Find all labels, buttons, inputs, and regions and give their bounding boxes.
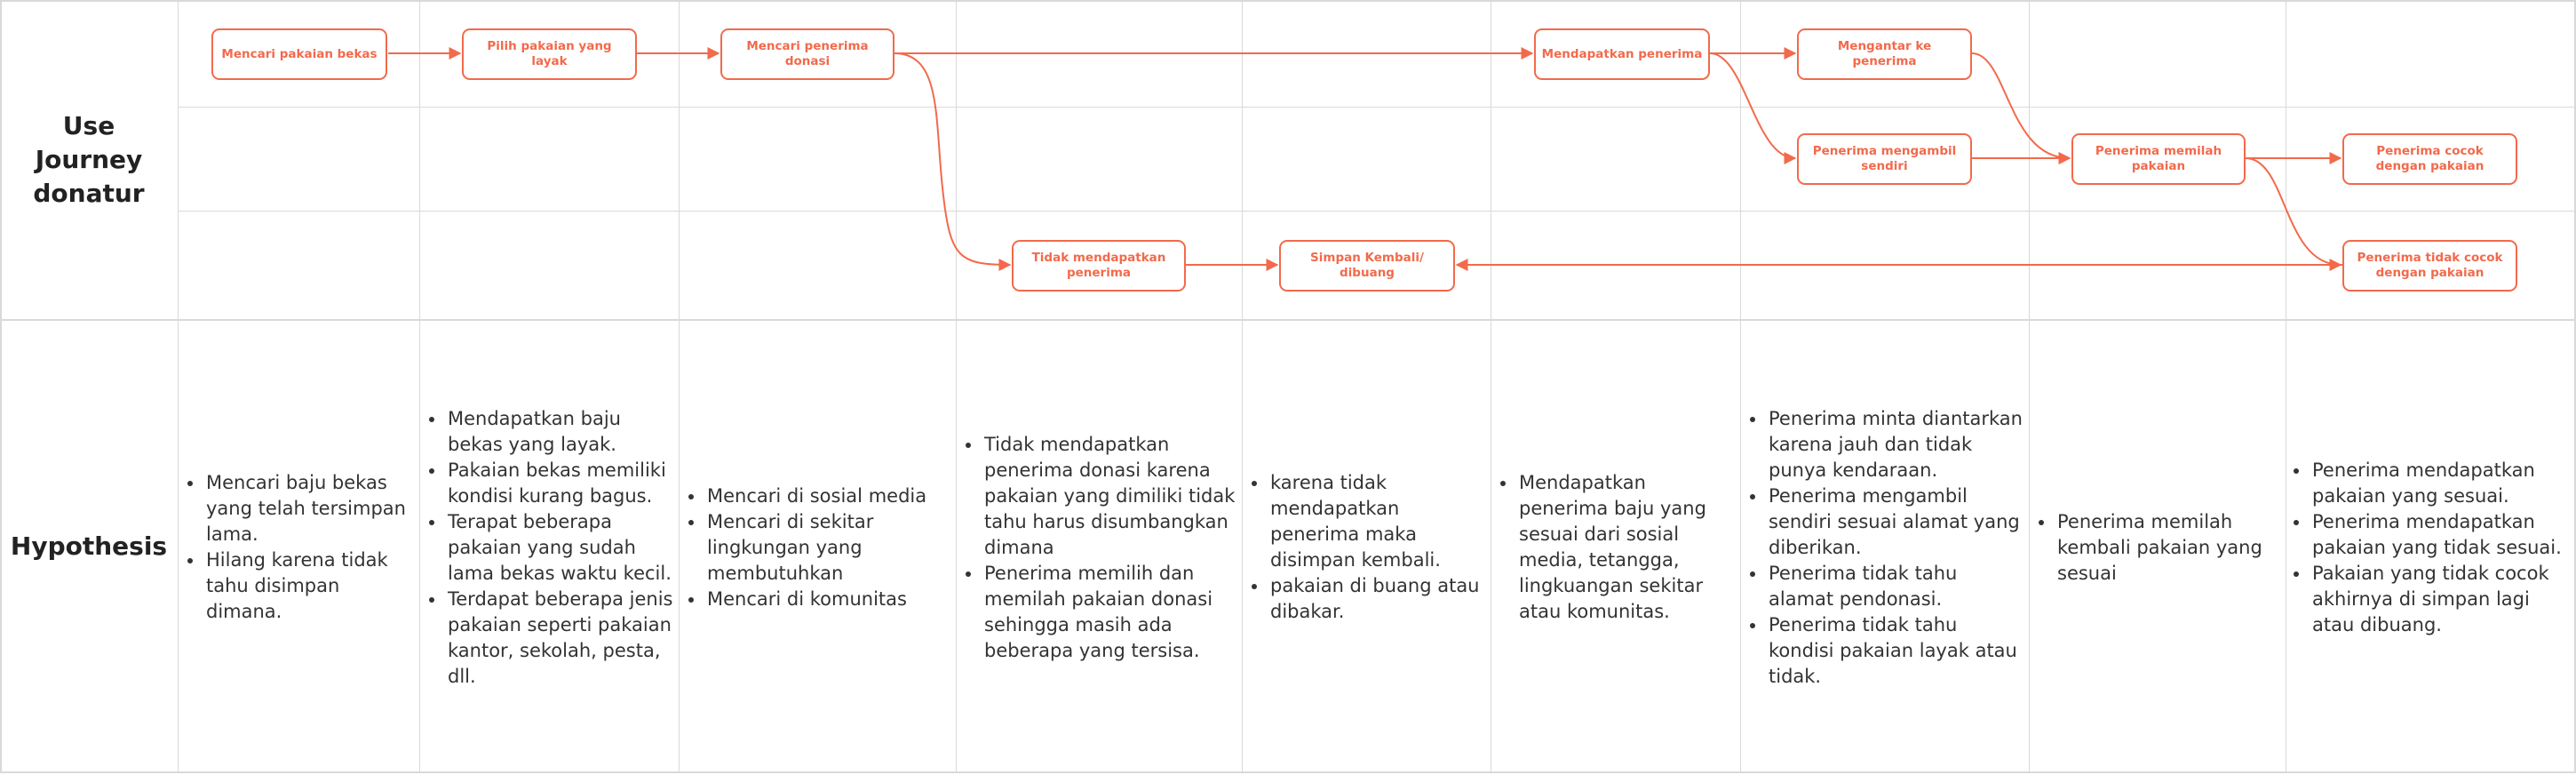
hypothesis-item: • Mendapatkan penerima baju yang sesuai dari sosial media, tetangga, lingkuangan sekitar atau komunitas. <box>1517 470 1737 625</box>
hypothesis-list <box>2029 509 2282 587</box>
hypothesis-item: • Penerima mendapatkan pakaian yang tidak sesuai. <box>2310 509 2572 561</box>
hypothesis-list <box>1242 470 1487 625</box>
hypothesis-item: • Penerima mendapatkan pakaian yang sesuai. <box>2310 458 2572 509</box>
hypothesis-list <box>2286 458 2572 638</box>
journey-row-label: Use Journey donatur <box>33 111 145 208</box>
hypothesis-item: • Mencari di sekitar lingkungan yang membutuhkan <box>705 509 952 587</box>
hypothesis-item: • karena tidak mendapatkan penerima maka disimpan kembali. <box>1268 470 1487 573</box>
hypothesis-item: • Tidak mendapatkan penerima donasi karena pakaian yang dimiliki tidak tahu harus disumbangkan dimana <box>982 432 1238 561</box>
hypothesis-item: • Penerima minta diantarkan karena jauh dan tidak punya kendaraan. <box>1767 406 2025 483</box>
hypothesis-item: • Penerima tidak tahu kondisi pakaian layak atau tidak. <box>1767 612 2025 690</box>
hypothesis-col-6 <box>1491 320 1740 775</box>
hypothesis-item: • Terdapat beberapa jenis pakaian seperti pakaian kantor, sekolah, pesta, dll. <box>446 587 675 690</box>
hypothesis-list <box>679 483 952 612</box>
hypothesis-item: • Penerima mengambil sendiri sesuai alamat yang diberikan. <box>1767 483 2025 561</box>
node-pilih-pakaian-layak[interactable]: Pilih pakaian yang layak <box>462 28 637 80</box>
hypothesis-item: • Penerima tidak tahu alamat pendonasi. <box>1767 561 2025 612</box>
hypothesis-item: • Pakaian bekas memiliki kondisi kurang bagus. <box>446 458 675 509</box>
hypothesis-item: • Mencari baju bekas yang telah tersimpan lama. <box>204 470 416 547</box>
hypothesis-col-3 <box>679 320 956 775</box>
node-tidak-mendapatkan-penerima[interactable]: Tidak mendapatkan penerima <box>1012 240 1186 292</box>
hypothesis-item: • Mendapatkan baju bekas yang layak. <box>446 406 675 458</box>
hypothesis-col-1 <box>178 320 419 775</box>
hypothesis-list <box>956 432 1238 664</box>
node-mengantar-ke-penerima[interactable]: Mengantar ke penerima <box>1797 28 1972 80</box>
arrow-cari-penerima-to-tidak-dapat <box>894 53 1010 265</box>
node-mencari-penerima-donasi[interactable]: Mencari penerima donasi <box>720 28 894 80</box>
hypothesis-col-2 <box>419 320 679 775</box>
hypothesis-row-label: Hypothesis <box>10 531 168 561</box>
hypothesis-col-4 <box>956 320 1242 775</box>
hypothesis-col-9 <box>2286 320 2574 775</box>
hypothesis-list <box>1740 406 2025 690</box>
arrow-pilih-to-tidak-cocok <box>2246 158 2341 265</box>
hypothesis-col-8 <box>2029 320 2286 775</box>
hypothesis-col-5 <box>1242 320 1491 775</box>
node-penerima-tidak-cocok[interactable]: Penerima tidak cocok dengan pakaian <box>2342 240 2517 292</box>
node-penerima-memilah-pakaian[interactable]: Penerima memilah pakaian <box>2071 133 2246 185</box>
node-penerima-cocok[interactable]: Penerima cocok dengan pakaian <box>2342 133 2517 185</box>
hypothesis-list <box>419 406 675 690</box>
hypothesis-item: • Mencari di sosial media <box>705 483 952 509</box>
hypothesis-col-7 <box>1740 320 2029 775</box>
hypothesis-item: • Mencari di komunitas <box>705 587 952 612</box>
arrow-antar-to-pilih <box>1972 53 2070 158</box>
hypothesis-list <box>1491 470 1737 625</box>
hypothesis-item: • pakaian di buang atau dibakar. <box>1268 573 1487 625</box>
node-mencari-pakaian-bekas[interactable]: Mencari pakaian bekas <box>211 28 387 80</box>
node-mendapatkan-penerima[interactable]: Mendapatkan penerima <box>1534 28 1710 80</box>
hypothesis-item: • Penerima memilah kembali pakaian yang sesuai <box>2055 509 2282 587</box>
hypothesis-item: • Penerima memilih dan memilah pakaian donasi sehingga masih ada beberapa yang tersisa. <box>982 561 1238 664</box>
hypothesis-list <box>178 470 416 625</box>
hypothesis-item: • Hilang karena tidak tahu disimpan dimana. <box>204 547 416 625</box>
node-simpan-kembali-dibuang[interactable]: Simpan Kembali/ dibuang <box>1279 240 1455 292</box>
arrow-dapat-to-ambil <box>1710 53 1795 158</box>
hypothesis-item: • Pakaian yang tidak cocok akhirnya di simpan lagi atau dibuang. <box>2310 561 2572 638</box>
hypothesis-item: • Terapat beberapa pakaian yang sudah lama bekas waktu kecil. <box>446 509 675 587</box>
node-penerima-mengambil-sendiri[interactable]: Penerima mengambil sendiri <box>1797 133 1972 185</box>
